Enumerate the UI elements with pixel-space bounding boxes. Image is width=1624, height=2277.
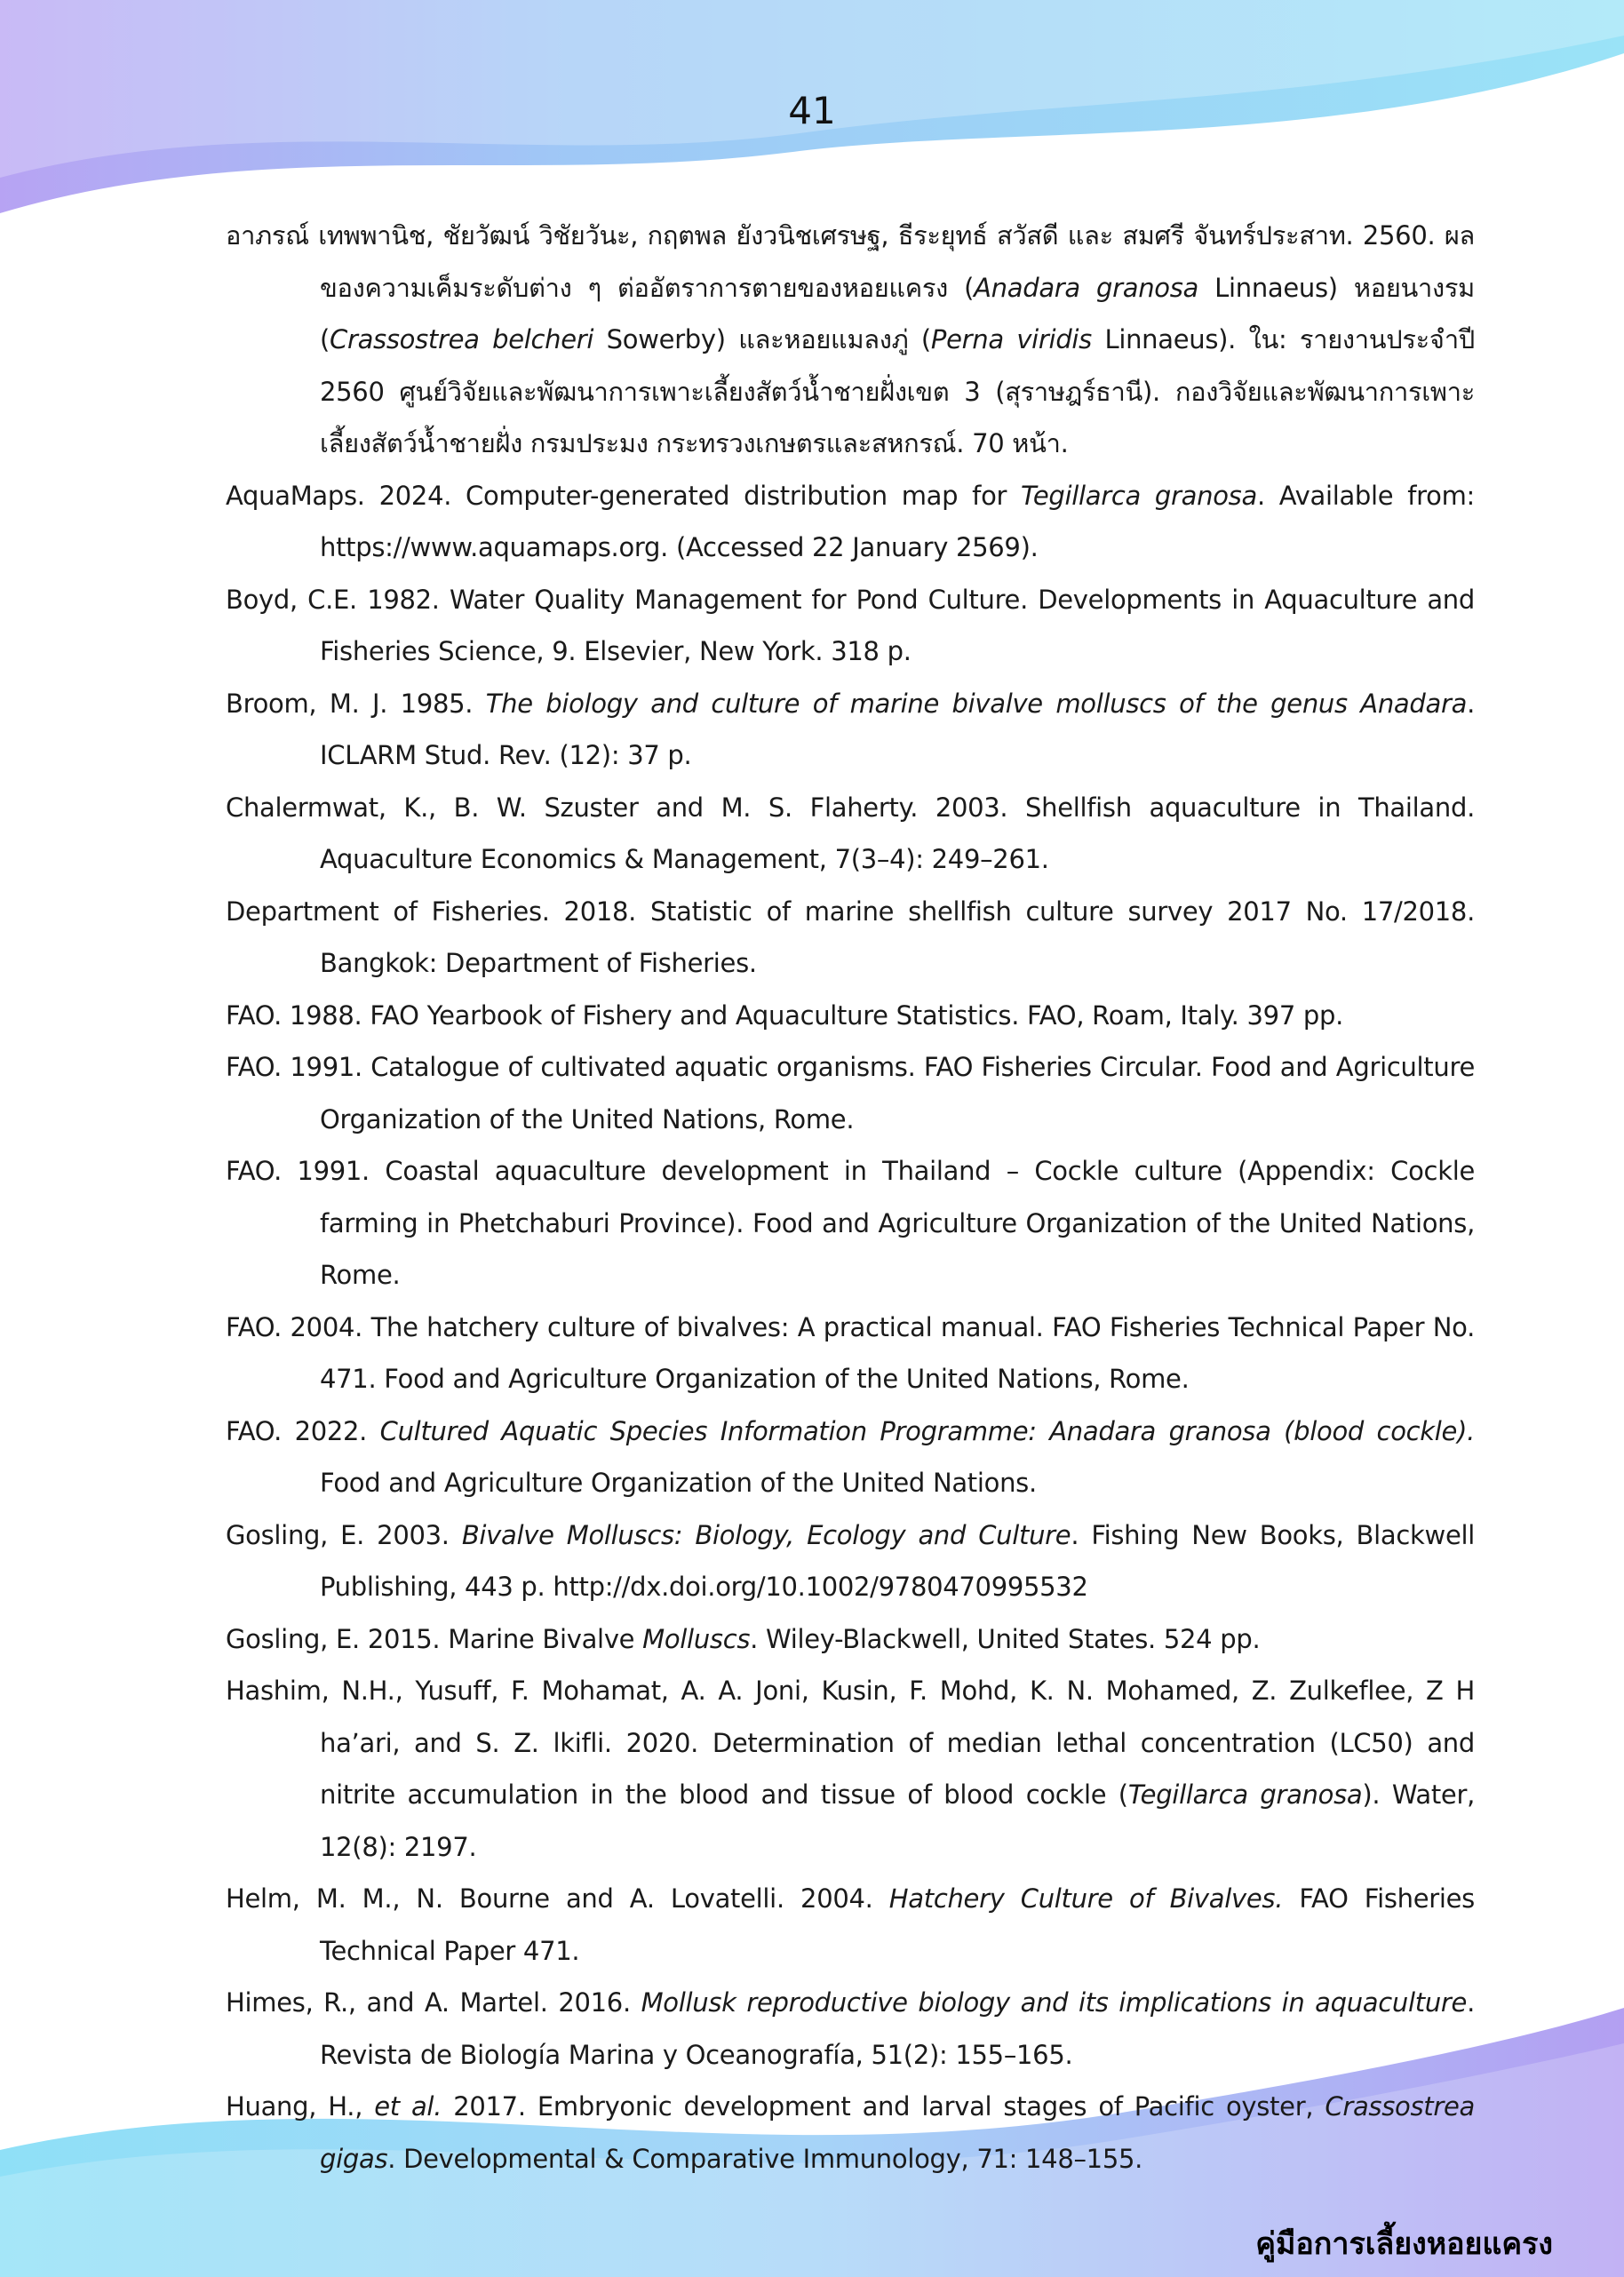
reference-entry xyxy=(226,1613,1475,1666)
footer-title: คู่มือการเลี้ยงหอยแครง xyxy=(1255,2226,1553,2262)
reference-entry xyxy=(226,210,1475,470)
reference-text: AquaMaps. 2024. Computer-generated distribution map for xyxy=(226,480,1022,511)
reference-entry xyxy=(226,470,1475,574)
reference-entry xyxy=(226,2081,1475,2185)
reference-italic-text: Cultured Aquatic Species Information Programme: Anadara granosa (blood cockle). xyxy=(379,1415,1476,1446)
reference-italic-text: Mollusk reproductive biology and its implications in aquaculture xyxy=(641,1987,1468,2018)
reference-text: Helm, M. M., N. Bourne and A. Lovatelli. 2004. xyxy=(226,1883,889,1914)
reference-entry xyxy=(226,990,1475,1042)
reference-entry xyxy=(226,1665,1475,1873)
reference-text: Linnaeus) หอยนางรม ( xyxy=(320,272,1475,354)
reference-entry xyxy=(226,1145,1475,1302)
reference-text: FAO. 2004. The hatchery culture of bivalves: A practical manual. FAO Fisheries Technical Paper No. 471. Food and Agriculture Organization of the United Nations, Rome. xyxy=(226,1311,1475,1394)
reference-entry xyxy=(226,1873,1475,1977)
reference-italic-text: Tegillarca granosa xyxy=(1021,480,1257,511)
reference-text: FAO. 2022. xyxy=(226,1415,380,1446)
reference-entry xyxy=(226,1041,1475,1145)
reference-text: FAO. 1991. Coastal aquaculture development in Thailand – Cockle culture (Appendix: Cockle farming in Phetchaburi Province). Food and Agriculture Organization of the United Nations, Rome. xyxy=(226,1156,1475,1290)
reference-text: Gosling, E. 2015. Marine Bivalve xyxy=(226,1623,643,1654)
reference-text: . Developmental & Comparative Immunology, 71: 148–155. xyxy=(387,2143,1143,2174)
reference-text: . Revista de Biología Marina y Oceanografía, 51(2): 155–165. xyxy=(320,1987,1475,2070)
reference-entry xyxy=(226,1405,1475,1509)
reference-italic-text: Crassostrea gigas xyxy=(320,2091,1475,2174)
reference-text: Sowerby) และหอยแมลงภู่ ( xyxy=(593,324,931,354)
reference-entry xyxy=(226,1509,1475,1613)
reference-text: Huang, H., xyxy=(226,2091,375,2122)
reference-italic-text: Anadara granosa xyxy=(974,272,1199,303)
page-number: 41 xyxy=(788,89,836,132)
reference-text: FAO Fisheries Technical Paper 471. xyxy=(320,1883,1475,1966)
reference-entry xyxy=(226,678,1475,782)
reference-entry xyxy=(226,1302,1475,1405)
reference-list xyxy=(226,210,1475,2185)
reference-entry xyxy=(226,574,1475,678)
reference-italic-text: Tegillarca granosa xyxy=(1127,1779,1363,1810)
reference-text: . Fishing New Books, Blackwell Publishing, 443 p. http://dx.doi.org/10.1002/9780470995532 xyxy=(320,1519,1475,1602)
reference-text: Food and Agriculture Organization of the United Nations. xyxy=(320,1468,1037,1498)
reference-italic-text: Hatchery Culture of Bivalves. xyxy=(888,1883,1284,1914)
reference-italic-text: Molluscs xyxy=(642,1623,751,1654)
reference-italic-text: Crassostrea belcheri xyxy=(330,324,594,354)
reference-italic-text: Perna viridis xyxy=(930,324,1092,354)
reference-text: ). Water, 12(8): 2197. xyxy=(320,1779,1475,1862)
reference-italic-text: The biology and culture of marine bivalve molluscs of the genus Anadara xyxy=(485,688,1468,719)
reference-text: Department of Fisheries. 2018. Statistic of marine shellfish culture survey 2017 No. 17/2018. Bangkok: Department of Fisheries. xyxy=(226,896,1475,978)
reference-text: . Available from: https://www.aquamaps.org. (Accessed 22 January 2569). xyxy=(320,480,1476,562)
reference-entry xyxy=(226,782,1475,886)
reference-text: Gosling, E. 2003. xyxy=(226,1519,462,1550)
reference-text: 2017. Embryonic development and larval stages of Pacific oyster, xyxy=(442,2091,1325,2122)
reference-text: Broom, M. J. 1985. xyxy=(226,688,486,719)
reference-text: FAO. 1988. FAO Yearbook of Fishery and Aquaculture Statistics. FAO, Roam, Italy. 397 pp. xyxy=(226,999,1344,1031)
reference-text: . ICLARM Stud. Rev. (12): 37 p. xyxy=(320,688,1475,770)
reference-text: Chalermwat, K., B. W. Szuster and M. S. Flaherty. 2003. Shellfish aquaculture in Thailand. Aquaculture Economics & Management, 7(3–4): 249–261. xyxy=(226,792,1475,874)
reference-entry xyxy=(226,886,1475,990)
reference-italic-text: et al. xyxy=(374,2091,442,2122)
reference-text: . Wiley-Blackwell, United States. 524 pp. xyxy=(750,1623,1261,1654)
reference-text: Boyd, C.E. 1982. Water Quality Management for Pond Culture. Developments in Aquaculture and Fisheries Science, 9. Elsevier, New York. 318 p. xyxy=(226,584,1475,666)
reference-entry xyxy=(226,1977,1475,2081)
reference-italic-text: Bivalve Molluscs: Biology, Ecology and Culture xyxy=(461,1519,1071,1550)
reference-text: อาภรณ์ เทพพานิช, ชัยวัฒน์ วิชัยวันะ, กฤตพล ยังวนิชเศรษฐ, ธีระยุทธ์ สวัสดี และ สมศรี จันทร์ประสาท. 2560. ผลของความเค็มระดับต่าง ๆ ต่ออัตราการตายของหอยแครง ( xyxy=(226,220,1475,303)
reference-text: Himes, R., and A. Martel. 2016. xyxy=(226,1987,641,2018)
reference-text: Linnaeus). ใน: รายงานประจำปี 2560 ศูนย์วิจัยและพัฒนาการเพาะเลี้ยงสัตว์น้ำชายฝั่งเขต 3 (สุราษฎร์ธานี). กองวิจัยและพัฒนาการเพาะเลี้ยงสัตว์น้ำชายฝั่ง กรมประมง กระทรวงเกษตรและสหกรณ์. 70 หน้า. xyxy=(320,324,1476,458)
reference-text: Hashim, N.H., Yusuff, F. Mohamat, A. A. Joni, Kusin, F. Mohd, K. N. Mohamed, Z. Zulkeflee, Z H ha’ari, and S. Z. lkifli. 2020. Determination of median lethal concentration (LC50) and nitrite accumulation in the blood and tissue of blood cockle ( xyxy=(226,1676,1475,1810)
reference-text: FAO. 1991. Catalogue of cultivated aquatic organisms. FAO Fisheries Circular. Food and Agriculture Organization of the United Nations, Rome. xyxy=(226,1052,1475,1135)
